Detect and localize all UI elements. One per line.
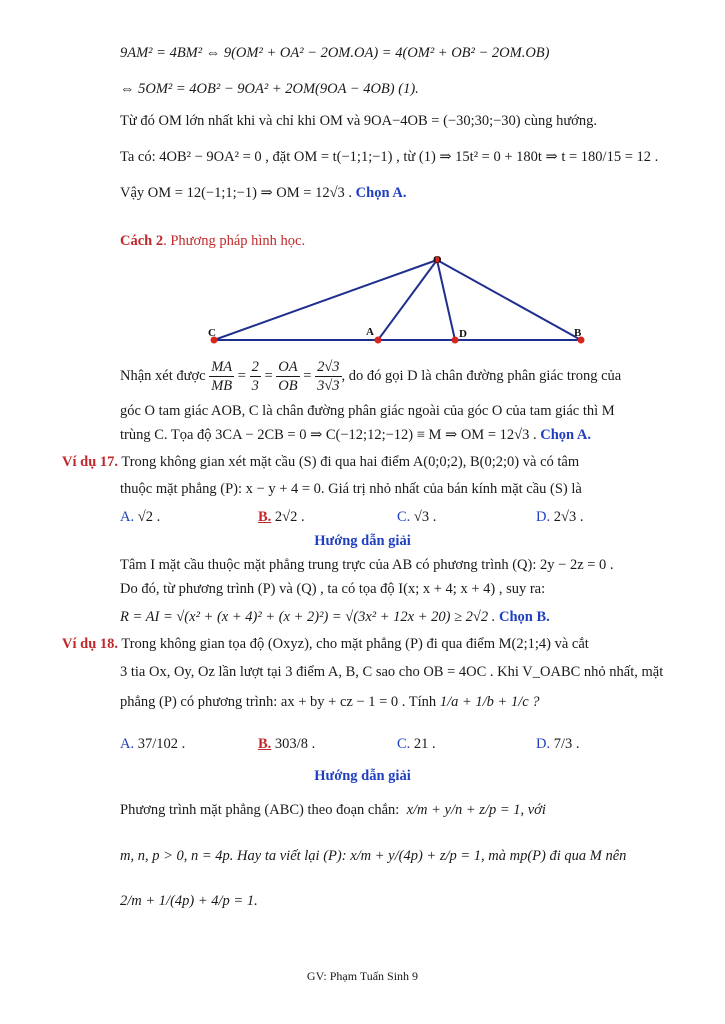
- answer-value: 7/3 .: [553, 736, 580, 752]
- text-line-5: [120, 184, 406, 202]
- fraction-2-3: [250, 358, 261, 395]
- nhanxet-text-3: trùng C. Tọa độ 3CA − 2CB = 0 ⇒ C(−12;12;−12) ≡ M ⇒ OM = 12√3 .: [120, 427, 541, 443]
- answer-key: C.: [397, 736, 411, 752]
- nhanxet-line-1: Nhận xét được $\frac{MA}{MB}$ = $\frac{2}{3}$ = $\frac{OA}{OB}$ = $\frac{2√3}{3√3}$ , do đó gọi D là chân đường phân giác trong của: [120, 358, 622, 394]
- line-CO: [214, 260, 437, 340]
- vd17-solution-3: [120, 608, 550, 626]
- equation-line-1: 9AM² = 4BM² ⇔ 9(OM² + OA² − 2OM.OA) = 4(OM² + OB² − 2OM.OB): [120, 45, 550, 61]
- frac-den: 3√3: [317, 377, 340, 394]
- vd18-line-1: [62, 635, 589, 653]
- point-D: [452, 337, 459, 344]
- line-OA: [378, 260, 437, 340]
- vd18-question-3: phẳng (P) có phương trình: ax + by + cz − 1 = 0 . Tính: [120, 694, 437, 710]
- answer-key: A.: [120, 736, 135, 752]
- fraction-oa-ob: [276, 358, 299, 395]
- vd18-text-2: m, n, p > 0, n = 4p. Hay ta viết lại (P):: [120, 848, 347, 864]
- vd17-line-1: [62, 453, 579, 471]
- label-C: C: [208, 327, 216, 339]
- answer-key: A.: [120, 509, 135, 525]
- label-D: D: [459, 328, 467, 340]
- vd18-label: Ví dụ 18.: [62, 636, 119, 652]
- answer-value: 37/102 .: [137, 736, 186, 752]
- vd18-text-1: Phương trình mặt phẳng (ABC) theo đoạn chắn:: [120, 802, 400, 818]
- vd18-question-1: Trong không gian tọa độ (Oxyz), cho mặt phẳng (P) đi qua điểm M(2;1;4) và cắt: [118, 636, 589, 652]
- cach2-label: Cách 2: [120, 233, 164, 249]
- answer-value: √3 .: [413, 509, 437, 525]
- answer-key: D.: [536, 509, 551, 525]
- nhanxet-line-3: [120, 426, 591, 444]
- geometry-figure: [200, 252, 600, 352]
- vd18-solution-1: [120, 801, 546, 819]
- cach2-heading: [120, 232, 305, 250]
- text-line-4: Ta có: 4OB² − 9OA² = 0 , đặt OM = t(−1;1;−1) , từ (1) ⇒ 15t² = 0 + 180t ⇒ t = 180/15 = 12 .: [120, 149, 659, 165]
- vd17-answer-d: [536, 509, 583, 526]
- point-A: [375, 337, 382, 344]
- conclusion-text: Vậy OM = 12(−1;1;−1) ⇒ OM = 12√3 .: [120, 185, 356, 201]
- frac-num: 2√3: [317, 358, 340, 375]
- label-O: O: [433, 254, 442, 266]
- nhanxet-text-1: Nhận xét được: [120, 368, 206, 384]
- vd18-expression: 1/a + 1/b + 1/c ?: [439, 694, 540, 710]
- vd17-label: Ví dụ 17.: [62, 454, 119, 470]
- answer-value: √2 .: [137, 509, 161, 525]
- answer-key: B.: [258, 509, 272, 525]
- vd18-line-2: 3 tia Ox, Oy, Oz lần lượt tại 3 điểm A, B, C sao cho OB = 4OC . Khi V_OABC nhỏ nhất, mặt: [120, 664, 664, 680]
- answer-choice: Chọn A.: [540, 427, 591, 443]
- frac-num: MA: [211, 358, 233, 375]
- answer-value: 2√2 .: [274, 509, 305, 525]
- line-OD: [437, 260, 455, 340]
- frac-den: MB: [211, 377, 233, 394]
- label-A: A: [366, 326, 374, 338]
- vd17-answer-a: [120, 509, 160, 526]
- vd18-guide-heading: Hướng dẫn giải: [314, 768, 411, 784]
- vd18-answer-c: [397, 736, 436, 753]
- fraction-ma-mb: [209, 358, 234, 395]
- vd17-solution-2: Do đó, từ phương trình (P) và (Q) , ta có tọa độ I(x; x + 4; x + 4) , suy ra:: [120, 581, 546, 597]
- nhanxet-text-2: , do đó gọi D là chân đường phân giác trong của: [341, 368, 622, 384]
- answer-choice: Chọn B.: [499, 609, 550, 625]
- vd17-guide-heading: Hướng dẫn giải: [314, 533, 411, 549]
- cach2-title: . Phương pháp hình học.: [163, 233, 306, 249]
- frac-num: OA: [278, 358, 298, 375]
- vd18-answer-a: [120, 736, 185, 753]
- answer-key: C.: [397, 509, 411, 525]
- label-B: B: [574, 327, 582, 339]
- fraction-sqrt: [315, 358, 341, 395]
- vd18-line-3: [120, 693, 540, 711]
- answer-key: B.: [258, 736, 272, 752]
- answer-value: 2√3 .: [553, 509, 584, 525]
- vd18-solution-3: 2/m + 1/(4p) + 4/p = 1.: [120, 893, 258, 909]
- answer-key: D.: [536, 736, 551, 752]
- vd18-formula-1: x/m + y/n + z/p = 1, với: [406, 802, 546, 818]
- equation-line-2: ⇔ 5OM² = 4OB² − 9OA² + 2OM(9OA − 4OB) (1).: [120, 81, 419, 97]
- vd17-solution-1: Tâm I mặt cầu thuộc mặt phẳng trung trực của AB có phương trình (Q): 2y − 2z = 0 .: [120, 557, 614, 573]
- answer-choice: Chọn A.: [355, 185, 407, 201]
- vd17-question-1: Trong không gian xét mặt cầu (S) đi qua hai điểm A(0;0;2), B(0;2;0) và có tâm: [118, 454, 580, 470]
- page-footer: GV: Phạm Tuấn Sinh 9: [306, 969, 419, 983]
- nhanxet-line-2: góc O tam giác AOB, C là chân đường phân giác ngoài của góc O của tam giác thì M: [120, 403, 615, 419]
- frac-den: 3: [251, 377, 259, 394]
- frac-num: 2: [251, 358, 259, 375]
- vd17-answer-c: [397, 509, 436, 526]
- text-line-3: Từ đó OM lớn nhất khi và chỉ khi OM và 9OA−4OB = (−30;30;−30) cùng hướng.: [120, 113, 597, 129]
- vd17-formula: R = AI = √(x² + (x + 4)² + (x + 2)²) = √(3x² + 12x + 20) ≥ 2√2 .: [120, 609, 499, 625]
- vd18-answer-b: [258, 736, 315, 753]
- vd18-answer-d: [536, 736, 580, 753]
- frac-den: OB: [278, 377, 298, 394]
- answer-value: 303/8 .: [274, 736, 316, 752]
- vd17-line-2: thuộc mặt phẳng (P): x − y + 4 = 0. Giá trị nhỏ nhất của bán kính mặt cầu (S) là: [120, 481, 582, 497]
- answer-value: 21 .: [413, 736, 436, 752]
- vd17-answer-b: [258, 509, 305, 526]
- vd18-formula-2: x/m + y/(4p) + z/p = 1, mà mp(P) đi qua M nên: [350, 848, 627, 864]
- vd18-solution-2: [120, 847, 626, 865]
